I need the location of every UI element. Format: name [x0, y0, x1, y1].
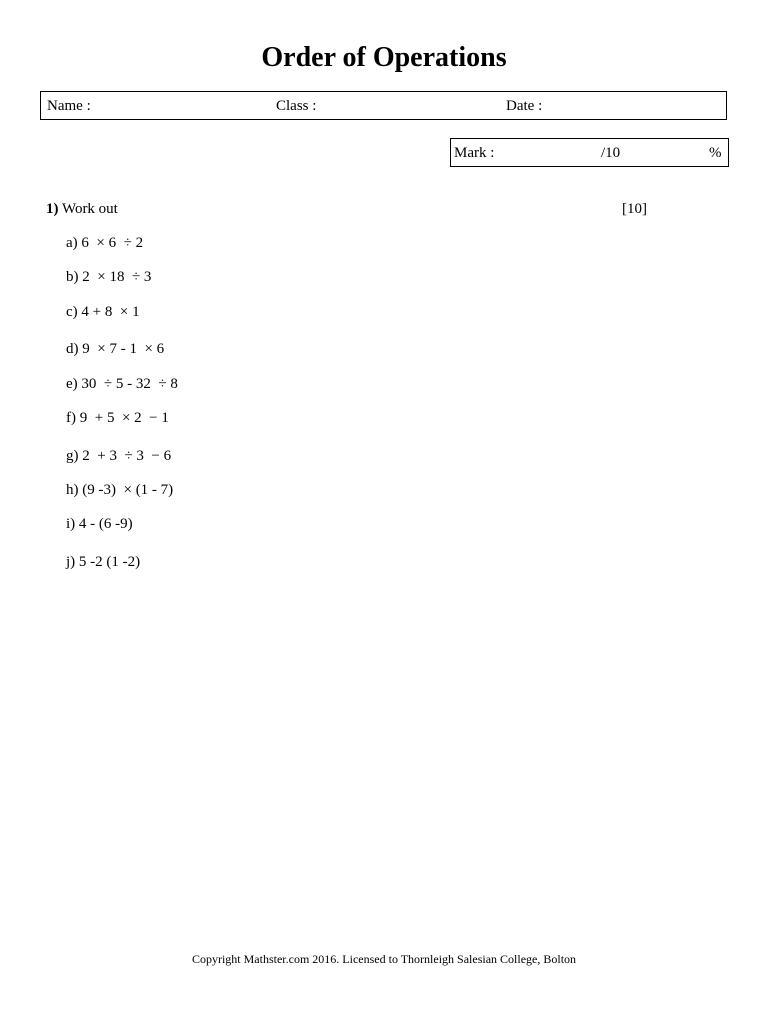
- question-item-h: h) (9 -3) × (1 - 7): [66, 482, 174, 498]
- student-info-box: [40, 91, 727, 120]
- question-header: [46, 201, 118, 218]
- question-item-c: c) 4 + 8 × 1: [66, 304, 140, 320]
- question-item-e: e) 30 ÷ 5 - 32 ÷ 8: [66, 376, 178, 392]
- class-label: Class :: [276, 98, 317, 114]
- question-item-a: a) 6 × 6 ÷ 2: [66, 235, 144, 251]
- question-item-g: g) 2 + 3 ÷ 3 − 6: [66, 448, 172, 464]
- copyright-footer: Copyright Mathster.com 2016. Licensed to Thornleigh Salesian College, Bolton: [191, 952, 577, 966]
- question-text: Work out: [61, 201, 118, 217]
- page-title: Order of Operations: [261, 42, 507, 73]
- question-item-f: f) 9 + 5 × 2 − 1: [66, 410, 169, 426]
- question-item-j: j) 5 -2 (1 -2): [66, 554, 141, 570]
- mark-label: Mark :: [454, 145, 495, 161]
- mark-box: [450, 138, 729, 167]
- mark-percent: %: [709, 145, 722, 161]
- question-marks: [10]: [622, 201, 647, 217]
- mark-total: /10: [601, 145, 621, 161]
- question-item-i: i) 4 - (6 -9): [66, 516, 133, 532]
- name-label: Name :: [47, 98, 91, 114]
- question-number: 1): [46, 201, 59, 217]
- question-item-b: b) 2 × 18 ÷ 3: [66, 269, 152, 285]
- question-item-d: d) 9 × 7 - 1 × 6: [66, 341, 165, 357]
- date-label: Date :: [506, 98, 543, 114]
